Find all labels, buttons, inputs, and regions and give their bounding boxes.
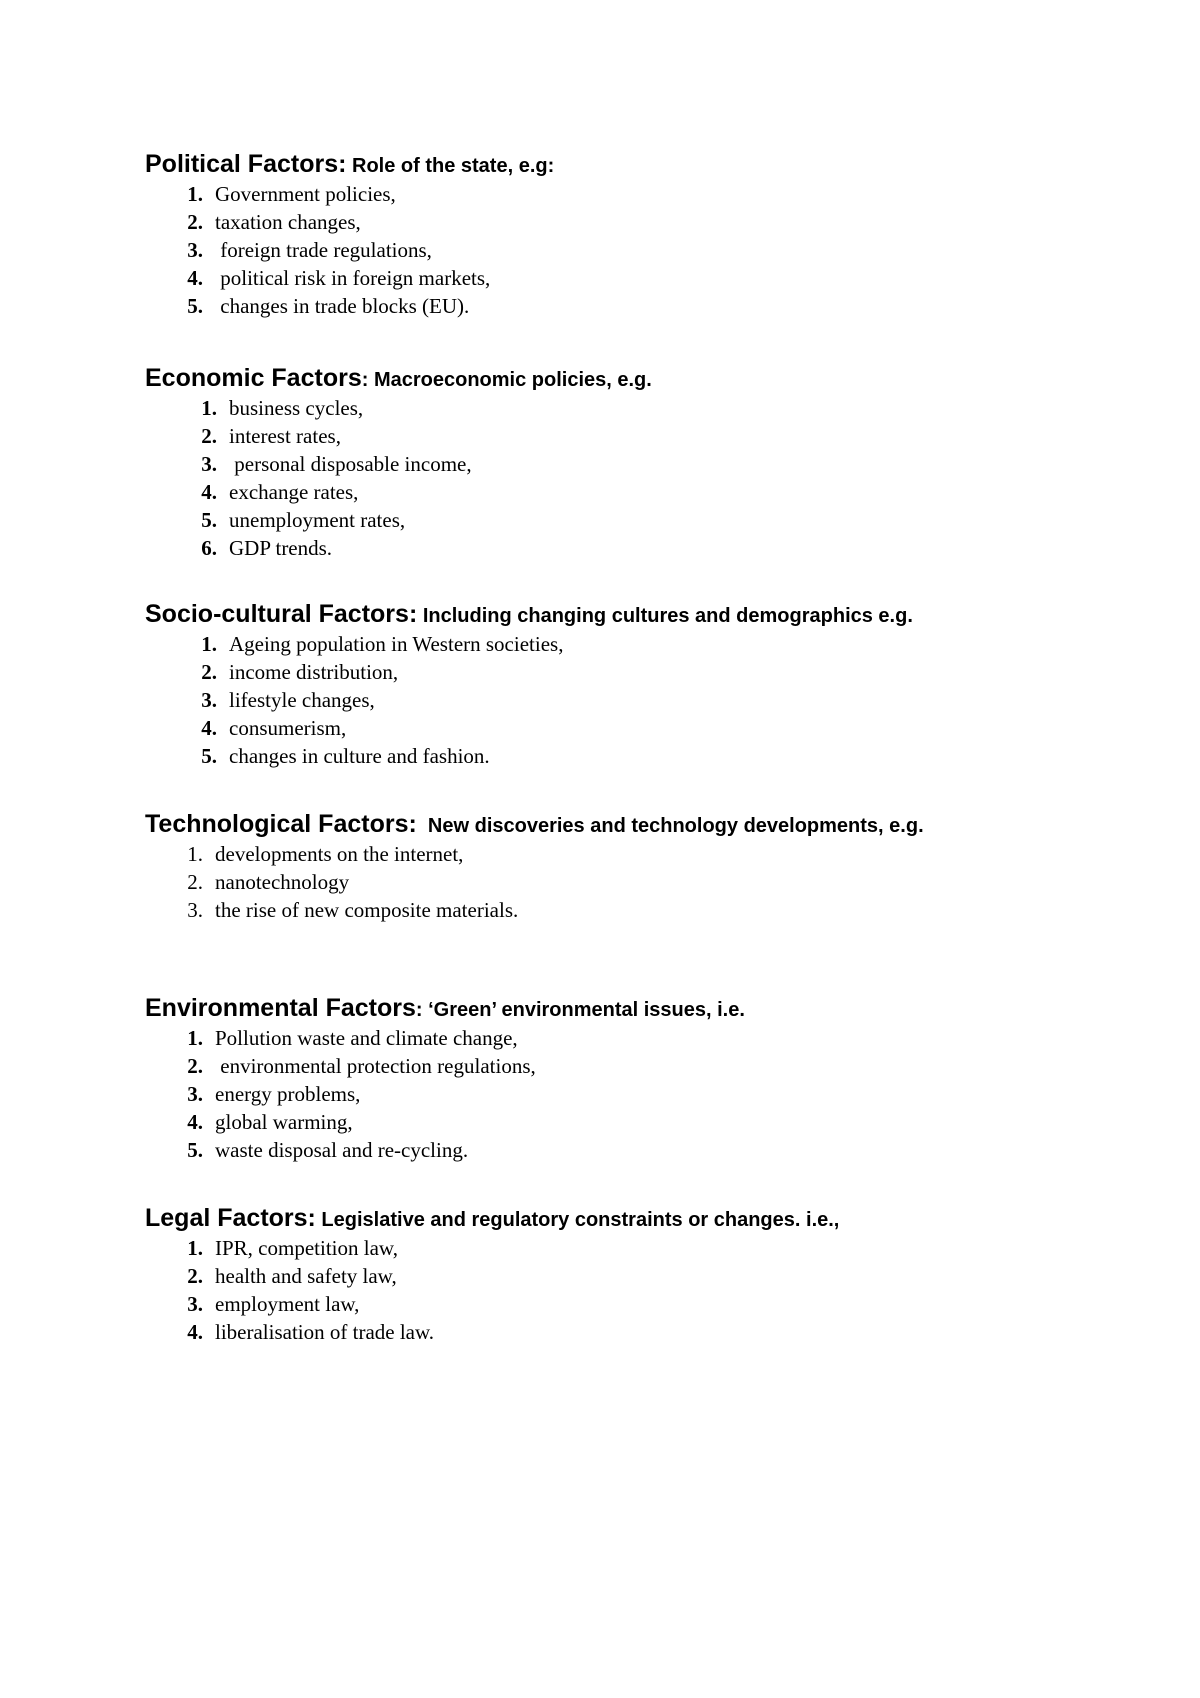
item-number: 3. — [187, 1292, 203, 1316]
list-item — [145, 714, 1145, 742]
item-number: 5. — [187, 294, 203, 318]
list-item — [145, 1136, 1145, 1164]
section-heading — [145, 808, 1145, 840]
item-number: 1. — [187, 1236, 203, 1260]
item-text: the rise of new composite materials. — [215, 898, 519, 922]
list-item — [145, 1318, 1145, 1346]
item-text: political risk in foreign markets, — [215, 266, 491, 290]
factor-list — [145, 394, 1145, 562]
section-heading — [145, 992, 1145, 1024]
list-item — [145, 1052, 1145, 1080]
item-text: employment law, — [215, 1292, 360, 1316]
factor-list — [145, 630, 1145, 770]
item-text: developments on the internet, — [215, 842, 464, 866]
list-item — [145, 686, 1145, 714]
item-number: 5. — [201, 744, 217, 768]
section-political — [145, 148, 1145, 320]
item-text: foreign trade regulations, — [215, 238, 432, 262]
section-title: Political Factors: — [145, 150, 347, 178]
item-number: 2. — [187, 870, 203, 894]
list-item — [145, 658, 1145, 686]
section-description: New discoveries and technology developments, e.g. — [416, 815, 924, 837]
section-environmental — [145, 992, 1145, 1164]
list-item — [145, 1108, 1145, 1136]
item-text: waste disposal and re-cycling. — [215, 1138, 469, 1162]
list-item — [145, 840, 1145, 868]
list-item — [145, 742, 1145, 770]
section-description: Role of the state, e.g: — [346, 155, 555, 177]
section-legal — [145, 1202, 1145, 1346]
list-item — [145, 1080, 1145, 1108]
section-description: : Macroeconomic policies, e.g. — [361, 369, 652, 391]
list-item — [145, 534, 1145, 562]
list-item — [145, 868, 1145, 896]
item-text: business cycles, — [229, 396, 364, 420]
list-item — [145, 896, 1145, 924]
list-item — [145, 292, 1145, 320]
section-heading — [145, 598, 1145, 630]
list-item — [145, 1262, 1145, 1290]
section-socio-cultural — [145, 598, 1145, 770]
factor-list — [145, 180, 1145, 320]
item-text: Pollution waste and climate change, — [215, 1026, 518, 1050]
item-text: global warming, — [215, 1110, 353, 1134]
item-number: 2. — [187, 1264, 203, 1288]
section-title: Legal Factors: — [145, 1204, 316, 1232]
item-text: taxation changes, — [215, 210, 361, 234]
list-item — [145, 1234, 1145, 1262]
section-description: : ‘Green’ environmental issues, i.e. — [415, 999, 745, 1021]
item-text: liberalisation of trade law. — [215, 1320, 435, 1344]
item-number: 5. — [187, 1138, 203, 1162]
item-number: 6. — [201, 536, 217, 560]
document-body — [145, 148, 1145, 1346]
item-text: environmental protection regulations, — [215, 1054, 536, 1078]
list-item — [145, 180, 1145, 208]
item-number: 5. — [201, 508, 217, 532]
list-item — [145, 394, 1145, 422]
list-item — [145, 506, 1145, 534]
item-text: income distribution, — [229, 660, 399, 684]
item-number: 3. — [187, 898, 203, 922]
item-text: changes in trade blocks (EU). — [215, 294, 470, 318]
section-heading — [145, 148, 1145, 180]
item-number: 1. — [187, 1026, 203, 1050]
item-text: consumerism, — [229, 716, 347, 740]
item-text: Government policies, — [215, 182, 396, 206]
item-text: energy problems, — [215, 1082, 361, 1106]
section-heading — [145, 1202, 1145, 1234]
section-title: Economic Factors — [145, 364, 362, 392]
list-item — [145, 236, 1145, 264]
list-item — [145, 1024, 1145, 1052]
item-number: 3. — [187, 238, 203, 262]
section-title: Technological Factors: — [145, 810, 417, 838]
section-title: Socio-cultural Factors: — [145, 600, 418, 628]
item-text: IPR, competition law, — [215, 1236, 398, 1260]
item-number: 1. — [187, 182, 203, 206]
list-item — [145, 422, 1145, 450]
item-number: 3. — [201, 452, 217, 476]
item-text: changes in culture and fashion. — [229, 744, 490, 768]
section-economic — [145, 362, 1145, 562]
item-text: exchange rates, — [229, 480, 359, 504]
item-number: 2. — [201, 424, 217, 448]
section-heading — [145, 362, 1145, 394]
item-number: 3. — [187, 1082, 203, 1106]
item-number: 4. — [187, 1320, 203, 1344]
factor-list — [145, 840, 1145, 924]
item-number: 4. — [187, 266, 203, 290]
section-description: Including changing cultures and demographics e.g. — [417, 605, 913, 627]
list-item — [145, 208, 1145, 236]
item-text: interest rates, — [229, 424, 341, 448]
item-text: health and safety law, — [215, 1264, 397, 1288]
item-text: lifestyle changes, — [229, 688, 375, 712]
list-item — [145, 450, 1145, 478]
item-number: 4. — [187, 1110, 203, 1134]
section-technological — [145, 808, 1145, 924]
item-text: personal disposable income, — [229, 452, 472, 476]
list-item — [145, 478, 1145, 506]
item-number: 3. — [201, 688, 217, 712]
section-title: Environmental Factors — [145, 994, 416, 1022]
item-text: unemployment rates, — [229, 508, 406, 532]
item-number: 4. — [201, 716, 217, 740]
item-number: 1. — [187, 842, 203, 866]
list-item — [145, 264, 1145, 292]
list-item — [145, 630, 1145, 658]
factor-list — [145, 1234, 1145, 1346]
item-text: Ageing population in Western societies, — [229, 632, 564, 656]
item-number: 2. — [187, 1054, 203, 1078]
item-number: 2. — [201, 660, 217, 684]
section-description: Legislative and regulatory constraints or changes. i.e., — [315, 1209, 840, 1231]
item-text: GDP trends. — [229, 536, 333, 560]
list-item — [145, 1290, 1145, 1318]
factor-list — [145, 1024, 1145, 1164]
item-number: 1. — [201, 632, 217, 656]
item-text: nanotechnology — [215, 870, 350, 894]
item-number: 4. — [201, 480, 217, 504]
item-number: 1. — [201, 396, 217, 420]
item-number: 2. — [187, 210, 203, 234]
